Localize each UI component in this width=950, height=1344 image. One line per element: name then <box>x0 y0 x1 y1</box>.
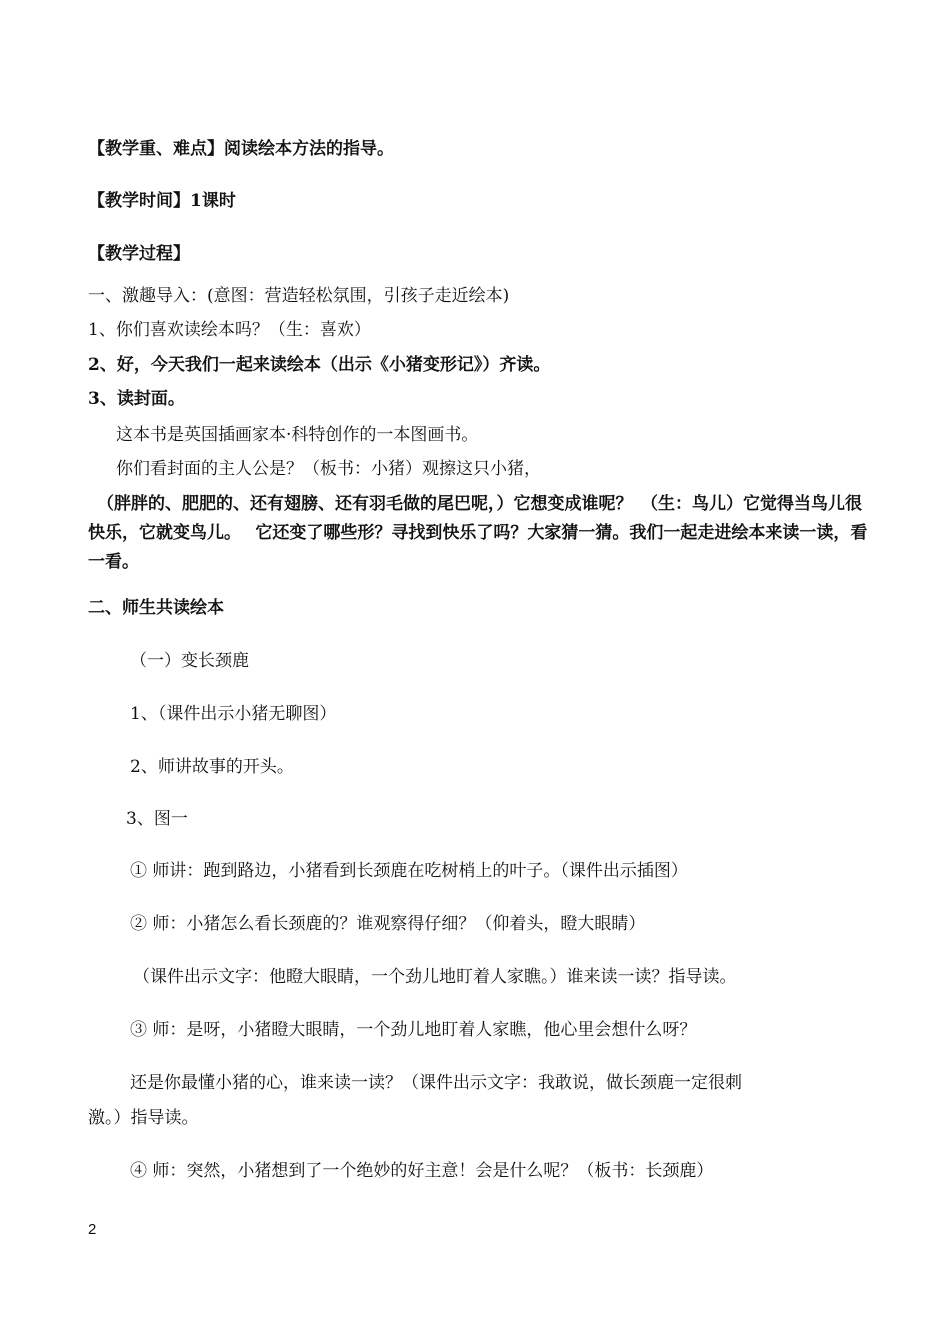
paragraph-line: ③ 师：是呀，小猪瞪大眼睛，一个劲儿地盯着人家瞧，他心里会想什么呀？ <box>130 1020 697 1040</box>
paragraph-line: 2、好，今天我们一起来读绘本（出示《小猪变形记》）齐读。 <box>88 355 551 375</box>
section-two-heading: 二、师生共读绘本 <box>88 598 224 618</box>
paragraph-line: 2、师讲故事的开头。 <box>130 757 294 777</box>
paragraph-line: 3、图一 <box>126 809 188 829</box>
paragraph-line: 这本书是英国插画家本·科特创作的一本图画书。 <box>116 425 479 445</box>
page-number: 2 <box>88 1221 97 1238</box>
paragraph-line: 你们看封面的主人公是？（板书：小猪）观擦这只小猪， <box>116 459 541 479</box>
teaching-process-heading: 【教学过程】 <box>88 244 190 264</box>
paragraph-line: 激。）指导读。 <box>88 1108 199 1128</box>
paragraph-line: （课件出示文字：他瞪大眼睛，一个劲儿地盯着人家瞧。）谁来读一读？指导读。 <box>133 967 737 987</box>
subsection-heading: （一）变长颈鹿 <box>130 651 249 671</box>
paragraph-line: ① 师讲：跑到路边，小猪看到长颈鹿在吃树梢上的叶子。（课件出示插图） <box>130 861 688 881</box>
bold-paragraph: （胖胖的、肥肥的、还有翅膀、还有羽毛做的尾巴呢，）它想变成谁呢？ （生：鸟儿）它觉得当鸟儿很快乐，它就变鸟儿。 它还变了哪些形？寻找到快乐了吗？大家猜一猜。我们一起走进绘本来读一读，看一看。 <box>88 494 868 572</box>
key-difficult-points: 【教学重、难点】阅读绘本方法的指导。 <box>88 139 394 159</box>
paragraph-line: 1、（课件出示小猪无聊图） <box>130 704 337 724</box>
paragraph-line: 1、你们喜欢读绘本吗？（生：喜欢） <box>88 320 371 340</box>
paragraph-line: 3、读封面。 <box>88 389 185 409</box>
paragraph-line: ④ 师：突然，小猪想到了一个绝妙的好主意！会是什么呢？（板书：长颈鹿） <box>130 1161 714 1181</box>
section-one-heading: 一、激趣导入：(意图：营造轻松氛围，引孩子走近绘本) <box>88 286 510 306</box>
paragraph-line: ② 师：小猪怎么看长颈鹿的？谁观察得仔细？（仰着头，瞪大眼睛） <box>130 914 646 934</box>
teaching-time: 【教学时间】1课时 <box>88 191 236 211</box>
paragraph-line: 还是你最懂小猪的心，谁来读一读？（课件出示文字：我敢说，做长颈鹿一定很刺 <box>130 1073 742 1093</box>
